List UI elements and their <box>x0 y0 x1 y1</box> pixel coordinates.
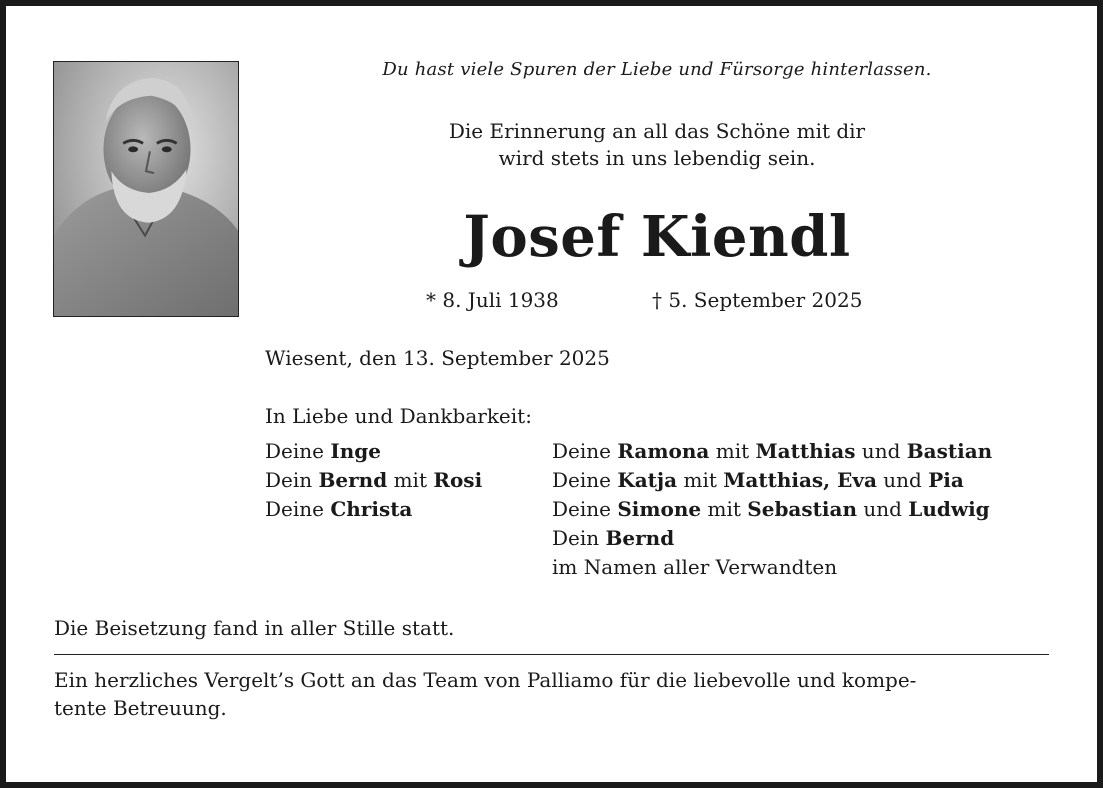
mourner-line <box>552 466 992 495</box>
motto: Du hast viele Spuren der Liebe und Fürsorge hinterlassen. <box>382 59 932 80</box>
mourner-prefix: im Namen aller Verwandten <box>552 555 838 579</box>
mourner-name: Matthias, Eva <box>723 468 877 492</box>
deceased-name: Josef Kiendl <box>463 204 851 270</box>
mourner-prefix: Deine <box>552 439 618 463</box>
verse <box>246 118 1068 172</box>
mourner-name: Sebastian <box>747 497 857 521</box>
mourner-prefix: Dein <box>265 468 319 492</box>
mourner-connector: mit <box>709 439 756 463</box>
mourner-name: Pia <box>928 468 964 492</box>
portrait-image <box>54 62 238 316</box>
place-date: Wiesent, den 13. September 2025 <box>265 346 610 370</box>
mourner-line <box>265 437 482 466</box>
mourners-left <box>265 437 482 524</box>
mourner-name: Bernd <box>605 526 675 550</box>
mourner-name: Katja <box>617 468 678 492</box>
mourner-connector: mit <box>677 468 724 492</box>
verse-line-1: Die Erinnerung an all das Schöne mit dir <box>448 119 866 143</box>
mourner-line <box>265 466 482 495</box>
mourner-name: Ramona <box>617 439 710 463</box>
mourner-line <box>552 437 992 466</box>
death-date: † 5. September 2025 <box>652 288 863 312</box>
mourner-name: Christa <box>330 497 413 521</box>
funeral-note: Die Beisetzung fand in aller Stille statt. <box>54 616 455 640</box>
verse-line-2: wird stets in uns lebendig sein. <box>498 146 816 170</box>
mourner-name: Rosi <box>433 468 483 492</box>
mourner-name: Simone <box>617 497 702 521</box>
mourners-intro: In Liebe und Dankbarkeit: <box>265 404 532 428</box>
mourner-name: Bastian <box>906 439 993 463</box>
mourner-name: Bernd <box>318 468 388 492</box>
mourner-connector: mit <box>387 468 434 492</box>
mourner-line <box>552 553 992 582</box>
mourner-name: Inge <box>330 439 381 463</box>
mourners-right <box>552 437 992 582</box>
mourner-line <box>552 495 992 524</box>
mourner-connector: und <box>855 439 907 463</box>
mourner-prefix: Deine <box>265 497 331 521</box>
mourner-prefix: Deine <box>552 468 618 492</box>
thanks-line-2: tente Betreuung. <box>54 696 227 720</box>
mourner-name: Matthias <box>755 439 856 463</box>
thanks-line-1: Ein herzliches Vergelt’s Gott an das Team von Palliamo für die liebevolle und kompe- <box>54 668 917 692</box>
divider <box>54 654 1049 655</box>
mourner-line <box>552 524 992 553</box>
portrait-photo <box>53 61 239 317</box>
mourner-prefix: Deine <box>552 497 618 521</box>
mourner-connector: mit <box>701 497 748 521</box>
birth-date: * 8. Juli 1938 <box>426 288 559 312</box>
mourner-connector: und <box>876 468 929 492</box>
mourner-connector: und <box>857 497 909 521</box>
mourner-line <box>265 495 482 524</box>
mourner-name: Ludwig <box>908 497 990 521</box>
thanks-note <box>54 666 1054 722</box>
mourner-prefix: Deine <box>265 439 331 463</box>
mourner-prefix: Dein <box>552 526 606 550</box>
